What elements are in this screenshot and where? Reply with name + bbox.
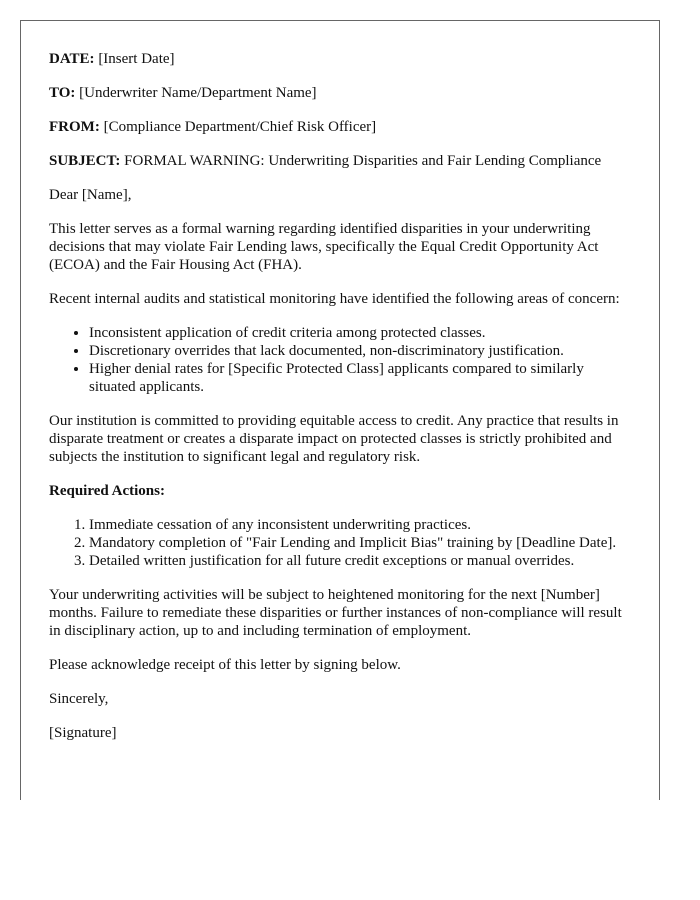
letter-page (20, 20, 660, 800)
audit-intro-paragraph: Recent internal audits and statistical monitoring have identified the following areas of concern: (49, 291, 620, 307)
letter-content (21, 21, 659, 742)
intro-paragraph: This letter serves as a formal warning regarding identified disparities in your underwriting decisions that may violate Fair Lending laws, specifically the Equal Credit Opportunity Act (ECOA) and the Fair Housing Act (FHA). (49, 221, 599, 273)
actions-heading: Required Actions: (49, 483, 165, 499)
action-item: 1. Immediate cessation of any inconsistent underwriting practices. (89, 516, 631, 534)
concern-item: • Discretionary overrides that lack documented, non-discriminatory justification. (89, 342, 631, 360)
commitment-paragraph: Our institution is committed to providing equitable access to credit. Any practice that results in disparate treatment or creates a disparate impact on protected classes is strictly prohibited and subjects the institution to significant legal and regulatory risk. (49, 413, 619, 465)
to-value: [Underwriter Name/Department Name] (79, 85, 317, 101)
action-item: 2. Mandatory completion of "Fair Lending and Implicit Bias" training by [Deadline Date]. (89, 534, 631, 552)
monitoring-paragraph: Your underwriting activities will be subject to heightened monitoring for the next [Number] months. Failure to remediate these disparities or further instances of non-compliance will result in disciplinary action, up to and including termination of employment. (49, 587, 622, 639)
date-line (49, 50, 631, 68)
closing: Sincerely, (49, 691, 109, 707)
concern-item: • Higher denial rates for [Specific Protected Class] applicants compared to similarly situated applicants. (89, 360, 631, 396)
subject-value: FORMAL WARNING: Underwriting Disparities and Fair Lending Compliance (124, 153, 602, 169)
from-value: [Compliance Department/Chief Risk Officer] (103, 119, 377, 135)
date-value: [Insert Date] (98, 51, 175, 67)
to-line (49, 84, 631, 102)
signature-placeholder: [Signature] (49, 725, 117, 741)
date-label: DATE: (49, 51, 95, 67)
salutation: Dear [Name], (49, 187, 132, 203)
subject-label: SUBJECT: (49, 153, 121, 169)
to-label: TO: (49, 85, 76, 101)
actions-list (49, 516, 631, 570)
subject-line (49, 152, 631, 170)
concern-item: • Inconsistent application of credit criteria among protected classes. (89, 324, 631, 342)
action-item: 3. Detailed written justification for all future credit exceptions or manual overrides. (89, 552, 631, 570)
from-line (49, 118, 631, 136)
acknowledge-paragraph: Please acknowledge receipt of this letter by signing below. (49, 657, 401, 673)
from-label: FROM: (49, 119, 100, 135)
concerns-list (49, 324, 631, 396)
